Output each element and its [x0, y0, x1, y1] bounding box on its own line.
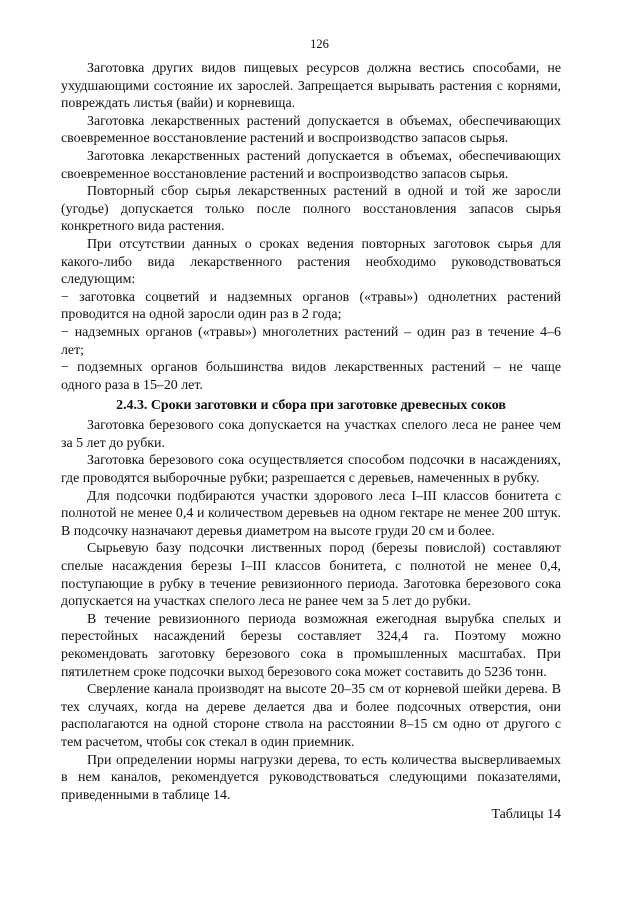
list-item-underground-organs: − подземных органов большинства видов лекарственных растений – не чаще одного раза в 15–20 лет.	[61, 360, 561, 393]
paragraph-raw-material-base: Сырьевую базу подсочки лиственных пород (березы повислой) составляют спелые насаждения березы I–III классов бонитета, с полнотой не менее 0,4, поступающие в рубку в течение ревизионного периода. Заготовка березового сока допускается на участках спелого леса не ранее чем за 5 лет до рубки.	[61, 541, 561, 610]
paragraph-food-resources: Заготовка других видов пищевых ресурсов должна вестись способами, не ухудшающими состояние их зарослей. Запрещается вырывать растения с корнями, повреждать листья (вайи) и корневища.	[61, 61, 561, 112]
paragraph-no-data-guidance: При отсутствии данных о сроках ведения повторных заготовок сырья для какого-либо вида лекарственного растения необходимо руководствоваться следующим:	[61, 236, 561, 288]
paragraph-medicinal-volumes-repeat: Заготовка лекарственных растений допускается в объемах, обеспечивающих своевременное восстановление растений и воспроизводство запасов сырья.	[61, 148, 561, 182]
paragraph-tapping-method: Заготовка березового сока осуществляется способом подсочки в насаждениях, где проводятся выборочные рубки; разрешается с деревьев, намеченных в рубку.	[61, 453, 561, 487]
list-item-annual-plants: − заготовка соцветий и надземных органов («травы») однолетних растений проводится на одной заросли один раз в 2 года;	[61, 289, 561, 323]
page-body	[61, 60, 561, 824]
paragraph-site-selection: Для подсочки подбираются участки здорового леса I–III классов бонитета с полнотой не менее 0,4 и количеством деревьев на одном гектаре не менее 200 штук. В подсочку назначают деревья диаметром на высоте груди 20 см и более.	[61, 488, 561, 539]
paragraph-drilling: Сверление канала производят на высоте 20–35 см от корневой шейки дерева. В тех случаях, когда на дереве делается два и более подсочных отверстия, они располагаются на одной стороне ствола на расстоянии 8–15 см одно от другого с тем расчетом, чтобы сок стекал в один приемник.	[61, 682, 561, 750]
paragraph-repeat-collection: Повторный сбор сырья лекарственных растений в одной и той же заросли (угодье) допускается только после полного восстановления запасов сырья конкретного вида растения.	[61, 184, 561, 235]
page-number: 126	[310, 37, 329, 51]
paragraph-annual-harvest: В течение ревизионного периода возможная ежегодная вырубка спелых и перестойных насаждений березы составляет 324,4 га. Поэтому можно рекомендовать заготовку березового сока в промышленных масштабах. При пятилетнем сроке подсочки выход березового сока может составить до 5236 тонн.	[61, 611, 561, 680]
paragraph-medicinal-volumes: Заготовка лекарственных растений допускается в объемах, обеспечивающих своевременное восстановление растений и воспроизводство запасов сырья.	[61, 113, 561, 147]
section-heading: 2.4.3. Сроки заготовки и сбора при заготовке древесных соков	[116, 398, 506, 414]
list-item-perennial-plants: − надземных органов («травы») многолетних растений – один раз в течение 4–6 лет;	[61, 324, 561, 358]
paragraph-birch-sap-timing: Заготовка березового сока допускается на участках спелого леса не ранее чем за 5 лет до рубки.	[61, 418, 561, 451]
paragraph-load-norm: При определении нормы нагрузки дерева, то есть количества высверливаемых в нем каналов, рекомендуется руководствоваться следующими показателями, приведенными в таблице 14.	[61, 752, 561, 803]
table-caption: Таблицы 14	[491, 807, 561, 823]
